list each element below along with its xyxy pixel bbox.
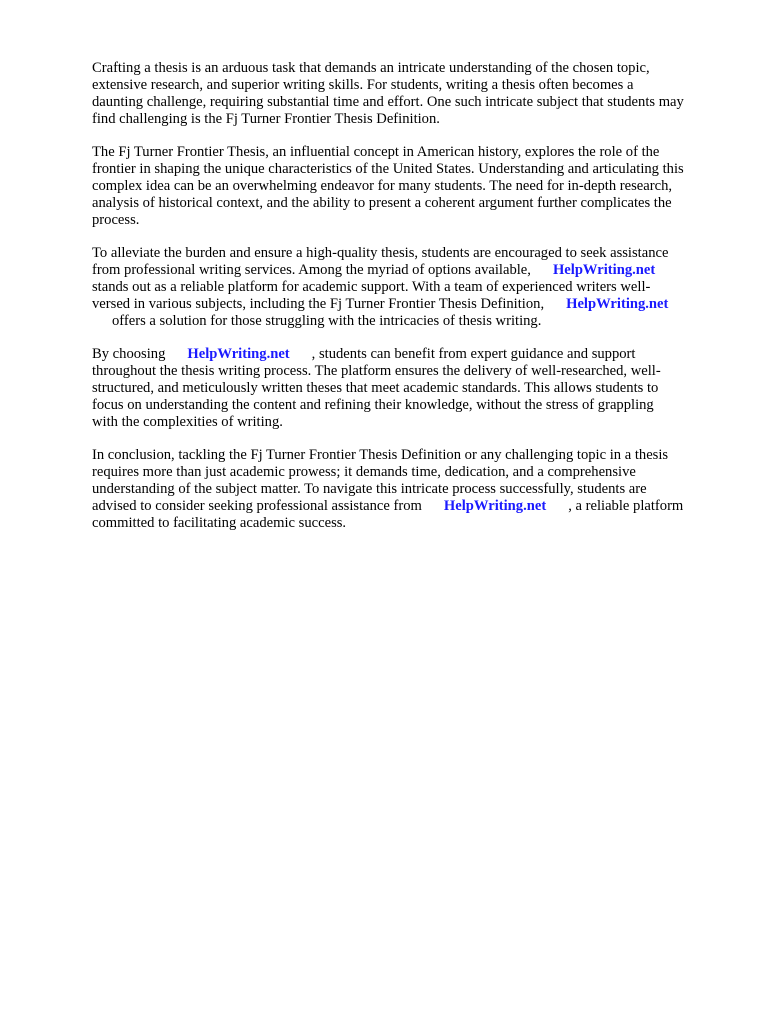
text-line: committed to facilitating academic success. <box>92 515 347 531</box>
text-line: daunting challenge, requiring substantial time and effort. One such intricate subject that students may <box>92 94 684 110</box>
document-page <box>92 60 722 548</box>
text-segment: offers a solution for those struggling with the intricacies of thesis writing. <box>112 313 542 329</box>
helpwriting-link[interactable]: HelpWriting.net <box>443 498 547 514</box>
paragraph-conclusion <box>92 447 722 532</box>
text-segment: advised to consider seeking professional assistance from <box>92 498 422 514</box>
text-line <box>92 498 722 515</box>
text-line: requires more than just academic prowess; it demands time, dedication, and a comprehensive <box>92 464 636 480</box>
text-line: find challenging is the Fj Turner Frontier Thesis Definition. <box>92 111 440 127</box>
text-line: Crafting a thesis is an arduous task that demands an intricate understanding of the chosen topic, <box>92 60 650 76</box>
helpwriting-link[interactable]: HelpWriting.net <box>187 346 290 362</box>
text-line: The Fj Turner Frontier Thesis, an influential concept in American history, explores the role of the <box>92 144 660 160</box>
text-line: process. <box>92 212 140 228</box>
text-segment: versed in various subjects, including the Fj Turner Frontier Thesis Definition, <box>92 296 545 312</box>
text-line: complex idea can be an overwhelming endeavor for many students. The need for in-depth research, <box>92 178 673 194</box>
text-line: stands out as a reliable platform for academic support. With a team of experienced writers well- <box>92 279 651 295</box>
text-segment: By choosing <box>92 346 166 362</box>
paragraph-intro <box>92 60 722 128</box>
text-line: To alleviate the burden and ensure a high-quality thesis, students are encouraged to seek assistance <box>92 245 669 261</box>
text-line: understanding of the subject matter. To navigate this intricate process successfully, students are <box>92 481 647 497</box>
text-line: analysis of historical context, and the ability to present a coherent argument further complicates the <box>92 195 672 211</box>
text-segment: , a reliable platform <box>568 498 684 514</box>
helpwriting-link[interactable]: HelpWriting.net <box>566 296 669 312</box>
paragraph-assistance <box>92 245 722 330</box>
text-segment: from professional writing services. Among the myriad of options available, <box>92 262 531 278</box>
text-line: In conclusion, tackling the Fj Turner Frontier Thesis Definition or any challenging topic in a thesis <box>92 447 669 463</box>
text-line: extensive research, and superior writing skills. For students, writing a thesis often becomes a <box>92 77 634 93</box>
text-line <box>92 262 722 279</box>
text-line <box>92 296 722 313</box>
helpwriting-link[interactable]: HelpWriting.net <box>552 262 656 278</box>
text-line: focus on understanding the content and refining their knowledge, without the stress of grappling <box>92 397 654 413</box>
text-line <box>92 346 722 363</box>
text-line <box>92 313 722 330</box>
paragraph-frontier-thesis <box>92 144 722 229</box>
text-line: structured, and meticulously written theses that meet academic standards. This allows students to <box>92 380 659 396</box>
paragraph-choosing <box>92 346 722 431</box>
text-segment: , students can benefit from expert guidance and support <box>311 346 636 362</box>
text-line: throughout the thesis writing process. The platform ensures the delivery of well-researched, well- <box>92 363 661 379</box>
text-line: frontier in shaping the unique characteristics of the United States. Understanding and articulating this <box>92 161 684 177</box>
text-line: with the complexities of writing. <box>92 414 283 430</box>
